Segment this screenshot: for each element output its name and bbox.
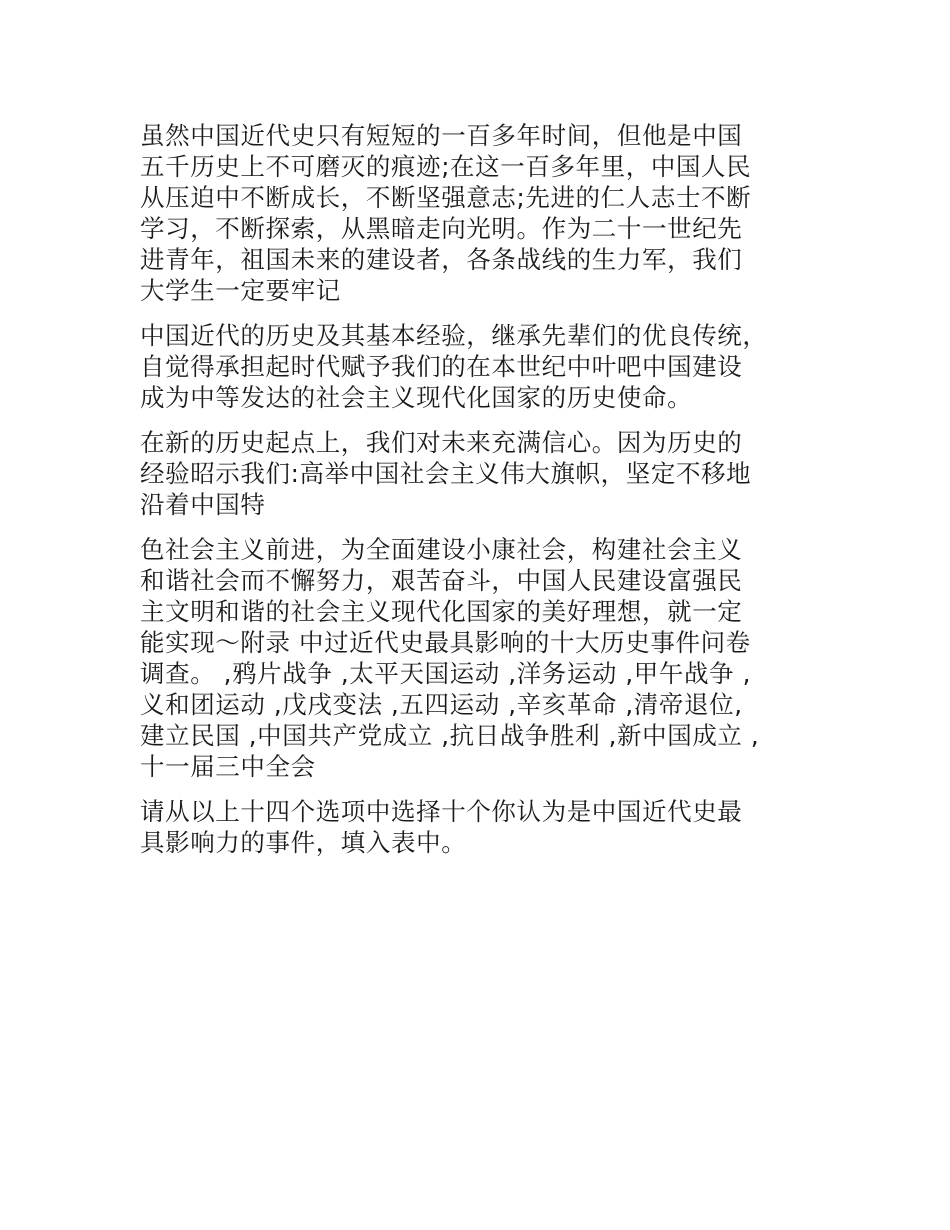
text-line: 调查。 ,鸦片战争 ,太平天国运动 ,洋务运动 ,甲午战争 , (140, 659, 751, 688)
text-line: 虽然中国近代史只有短短的一百多年时间，但他是中国 (140, 121, 743, 150)
paragraph-3 (140, 427, 840, 520)
text-line: 自觉得承担起时代赋予我们的在本世纪中叶吧中国建设 (140, 352, 743, 381)
paragraph-4 (140, 534, 840, 782)
text-line: 和谐社会而不懈努力，艰苦奋斗，中国人民建设富强民 (140, 566, 743, 595)
text-line: 中国近代的历史及其基本经验，继承先辈们的优良传统， (140, 321, 768, 350)
document-body (140, 120, 840, 872)
text-line: 义和团运动 ,戊戌变法 ,五四运动 ,辛亥革命 ,清帝退位, (140, 690, 743, 719)
text-line: 五千历史上不可磨灭的痕迹;在这一百多年里，中国人民 (140, 152, 752, 181)
paragraph-2 (140, 320, 840, 413)
paragraph-5 (140, 796, 840, 858)
paragraph-1 (140, 120, 840, 306)
text-line: 色社会主义前进，为全面建设小康社会，构建社会主义 (140, 535, 743, 564)
text-line: 成为中等发达的社会主义现代化国家的历史使命。 (140, 383, 693, 412)
text-line: 能实现～附录 中过近代史最具影响的十大历史事件问卷 (140, 628, 751, 657)
text-line: 在新的历史起点上，我们对未来充满信心。因为历史的 (140, 428, 743, 457)
text-line: 请从以上十四个选项中选择十个你认为是中国近代史最 (140, 797, 743, 826)
text-line: 大学生一定要牢记 (140, 276, 341, 305)
text-line: 主文明和谐的社会主义现代化国家的美好理想，就一定 (140, 597, 743, 626)
text-line: 从压迫中不断成长，不断坚强意志;先进的仁人志士不断 (140, 183, 752, 212)
text-line: 十一届三中全会 (140, 752, 316, 781)
text-line: 进青年，祖国未来的建设者，各条战线的生力军，我们 (140, 245, 743, 274)
text-line: 建立民国 ,中国共产党成立 ,抗日战争胜利 ,新中国成立 , (140, 721, 760, 750)
text-line: 经验昭示我们:高举中国社会主义伟大旗帜，坚定不移地 (140, 459, 752, 488)
text-line: 具影响力的事件，填入表中。 (140, 828, 467, 857)
text-line: 学习，不断探索，从黑暗走向光明。作为二十一世纪先 (140, 214, 743, 243)
text-line: 沿着中国特 (140, 490, 266, 519)
